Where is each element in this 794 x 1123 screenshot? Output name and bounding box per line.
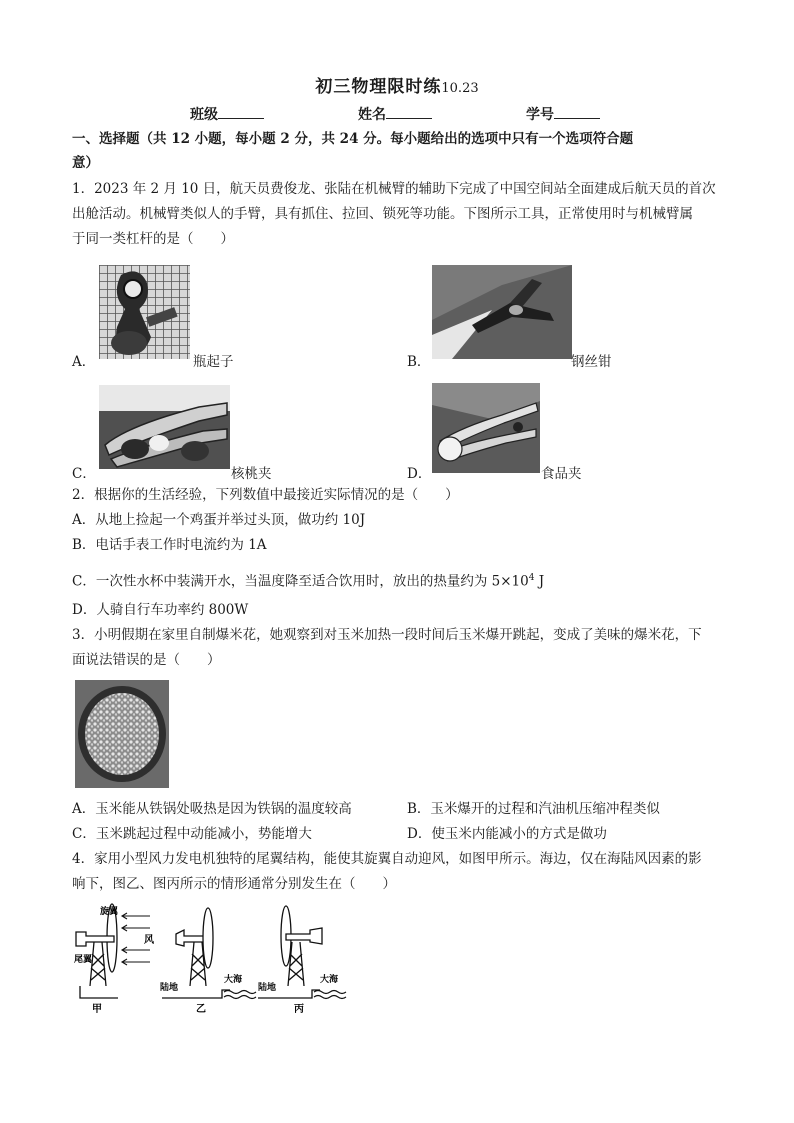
q2-option-a[interactable]: A．从地上捡起一个鸡蛋并举过头顶，做功约 10J <box>72 512 366 528</box>
figure-jia <box>74 904 155 1015</box>
food-tongs-icon <box>432 383 540 473</box>
figure-yi <box>160 908 256 1015</box>
section-heading-line2: 意） <box>72 155 99 171</box>
jia-tower <box>90 942 106 986</box>
q1-option-d-letter[interactable]: D． <box>407 466 432 482</box>
bing-land-label: 陆地 <box>258 983 277 993</box>
q3-stem-line1: 3．小明假期在家里自制爆米花，她观察到对玉米加热一段时间后玉米爆开跳起，变成了美味的爆米花，下 <box>72 627 702 643</box>
q1-option-c-caption: 核桃夹 <box>231 466 272 482</box>
q3-option-a[interactable]: A．玉米能从铁锅处吸热是因为铁锅的温度较高 <box>72 801 352 817</box>
section-heading-line1: 一、选择题（共 12 小题，每小题 2 分，共 24 分。每小题给出的选项中只有一个选项符合题 <box>72 131 634 147</box>
title-version: 10.23 <box>441 81 479 96</box>
q2-option-b[interactable]: B．电话手表工作时电流约为 1A <box>72 537 267 553</box>
id-field <box>526 104 600 124</box>
q1-option-c-letter[interactable]: C． <box>72 466 96 482</box>
class-field <box>190 104 264 124</box>
wire-pliers-icon <box>432 265 572 359</box>
figure-bing <box>258 906 346 1015</box>
wind-turbine-figure <box>72 898 362 1018</box>
food-tongs-photo <box>432 383 540 473</box>
yi-rotor-blade <box>203 908 213 968</box>
q4-stem-line2: 响下，图乙、图丙所示的情形通常分别发生在（ ） <box>72 876 396 892</box>
yi-sea-waves <box>224 991 256 999</box>
q1-stem-line1: 1．2023 年 2 月 10 日，航天员费俊龙、张陆在机械臂的辅助下完成了中国空间站全面建成后航天员的首次 <box>72 181 716 197</box>
bottle-opener-icon <box>99 265 190 359</box>
q2-option-d[interactable]: D．人骑自行车功率约 800W <box>72 602 249 618</box>
popcorn-photo <box>75 680 169 788</box>
q2-stem: 2．根据你的生活经验，下列数值中最接近实际情况的是（ ） <box>72 487 459 503</box>
bing-sea-waves <box>314 991 346 999</box>
q2-option-c-exponent: 4 <box>528 573 535 583</box>
figure-yi-label: 乙 <box>196 1004 206 1015</box>
q1-option-a-caption: 瓶起子 <box>193 354 234 370</box>
q4-stem-line1: 4．家用小型风力发电机独特的尾翼结构，能使其旋翼自动迎风，如图甲所示。海边，仅在海陆风因素的影 <box>72 851 702 867</box>
q3-option-c[interactable]: C．玉米跳起过程中动能减小，势能增大 <box>72 826 312 842</box>
q3-stem-line2: 面说法错误的是（ ） <box>72 652 221 668</box>
jia-ground <box>80 986 118 998</box>
bottle-opener-photo <box>99 265 190 359</box>
yi-land-label: 陆地 <box>160 983 179 993</box>
q1-stem-line2: 出舱活动。机械臂类似人的手臂，具有抓住、拉回、锁死等功能。下图所示工具，正常使用时与机械臂属 <box>72 206 693 222</box>
q3-option-d[interactable]: D．使玉米内能减小的方式是做功 <box>407 826 607 842</box>
wire-pliers-photo <box>432 265 572 359</box>
name-label: 姓名 <box>358 107 386 123</box>
figure-bing-label: 丙 <box>294 1004 304 1015</box>
q2-option-c[interactable] <box>72 566 732 594</box>
q3-option-b[interactable]: B．玉米爆开的过程和汽油机压缩冲程类似 <box>407 801 660 817</box>
wind-turbine-diagram <box>72 898 362 1018</box>
tail-label: 尾翼 <box>74 955 93 965</box>
popcorn-pan-icon <box>75 680 169 788</box>
wind-label: 风 <box>144 935 154 946</box>
q1-stem-line3: 于同一类杠杆的是（ ） <box>72 231 234 247</box>
class-blank[interactable] <box>218 106 264 119</box>
bing-sea-label: 大海 <box>320 975 339 985</box>
q1-option-a-letter[interactable]: A． <box>72 354 96 370</box>
id-label: 学号 <box>526 107 554 123</box>
nutcracker-photo <box>99 385 230 469</box>
q1-option-d-caption: 食品夹 <box>541 466 582 482</box>
q1-option-b-letter[interactable]: B． <box>407 354 431 370</box>
q1-option-b-caption: 钢丝钳 <box>571 354 612 370</box>
nutcracker-icon <box>99 385 230 469</box>
name-field <box>358 104 432 124</box>
figure-jia-label: 甲 <box>92 1004 102 1015</box>
page-title <box>0 72 794 97</box>
title-text: 初三物理限时练 <box>315 77 442 97</box>
class-label: 班级 <box>190 107 218 123</box>
yi-sea-label: 大海 <box>224 975 243 985</box>
name-blank[interactable] <box>386 106 432 119</box>
rotor-label: 旋翼 <box>100 907 119 917</box>
id-blank[interactable] <box>554 106 600 119</box>
q2-option-c-text: C．一次性水杯中装满开水，当温度降至适合饮用时，放出的热量约为 5×10 <box>72 573 529 590</box>
q2-option-c-unit: J <box>534 573 545 590</box>
